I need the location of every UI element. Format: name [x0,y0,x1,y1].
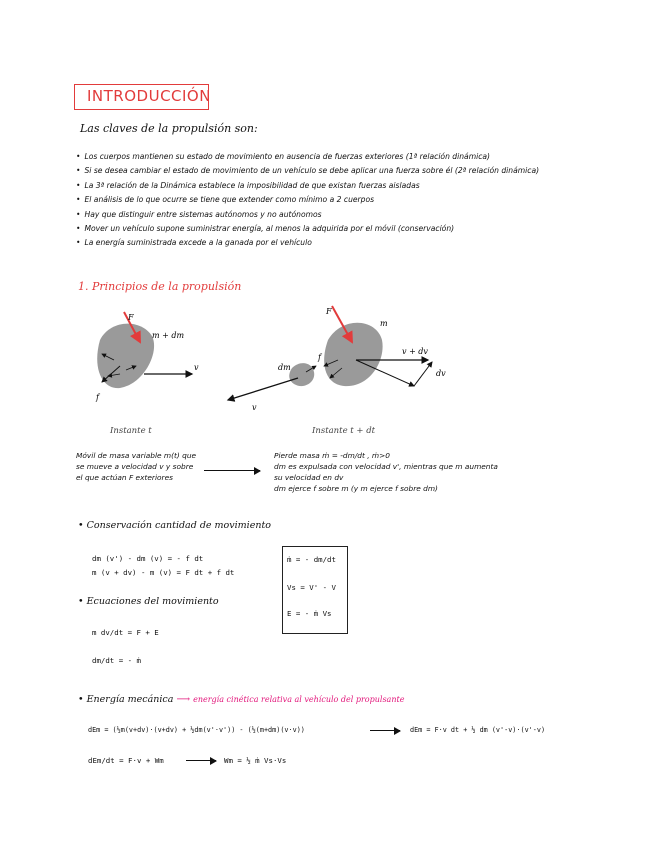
energy-note-arrow: ⟶ [176,694,191,705]
dm-particle [289,363,314,386]
energy-title-text: Energía mecánica [86,694,174,705]
bullet-item: • La energía suministrada excede a la ganada por el vehículo [76,236,616,250]
box-eq: E = - ṁ Vs [287,609,332,618]
velocity-label-left: v [194,363,199,372]
body-right [324,323,382,386]
energy-eq1-result: dEm = F·v dt + ½ dm (v'-v)·(v'-v) [410,726,546,734]
right-note-line: Pierde masa ṁ = -dm/dt , ṁ>0 [274,451,391,460]
left-to-right-arrow [204,470,260,471]
energy-eq1: dEm = (½m(v+dv)·(v+dv) + ½dm(v'·v')) - (½(m+dm)(v·v)) [88,726,305,734]
left-note-line: Móvil de masa variable m(t) que [76,451,197,460]
energy-eq2-result: Wm = ½ ṁ Vs·Vs [224,756,287,765]
left-note [76,450,196,483]
page-title: INTRODUCCIÓN [87,87,211,105]
ejected-velocity-arrow [228,378,298,400]
box-eq: ṁ = - dm/dt [287,555,336,564]
right-note-line: dm es expulsada con velocidad v', mientras que m aumenta [274,462,498,471]
caption-right: Instante t + dt [312,426,376,436]
bullet-item: • Los cuerpos mantienen su estado de movimiento en ausencia de fuerzas exteriores (1ª relación dinámica) [76,150,616,164]
motion-title-text: Ecuaciones del movimiento [86,596,219,607]
bullet-item: • El análisis de lo que ocurre se tiene que extender como mínimo a 2 cuerpos [76,193,616,207]
title-box [74,84,209,110]
propulsion-diagram [80,296,480,416]
dm-label: dm [278,363,291,372]
reaction-label-right: f [318,353,321,362]
energy-eq2: dEm/dt = F·v + Wm [88,756,164,765]
right-note-line: dm ejerce f sobre m (y m ejerce f sobre dm) [274,484,438,493]
bullet-item: • Mover un vehículo supone suministrar energía, al menos la adquirida por el móvil (conservación) [76,222,616,236]
bullet-item: • La 3ª relación de la Dinámica establece la imposibilidad de que existan fuerzas aisladas [76,179,616,193]
momentum-eq: dm (v') - dm (v) = - f dt [92,554,204,563]
energy-eq1-arrow [370,730,400,731]
motion-eq: m dv/dt = F + E [92,628,159,637]
energy-note: energía cinética relativa al vehículo del propulsante [193,695,405,704]
left-note-line: el que actúan F exteriores [76,473,173,482]
momentum-title: • Conservación cantidad de movimiento [78,520,272,531]
intro-line: Las claves de la propulsión son: [80,122,258,135]
bullet-item: • Hay que distinguir entre sistemas autónomos y no autónomos [76,208,616,222]
right-note [274,450,498,494]
caption-left: Instante t [110,426,152,436]
summary-box [282,546,348,634]
velocity-label-right: v + dv [402,347,428,356]
momentum-eq: m (v + dv) - m (v) = F dt + f dt [92,568,235,577]
mass-label-right: m [380,319,388,328]
left-note-line: se mueve a velocidad v y sobre [76,462,194,471]
motion-eq: dm/dt = - ṁ [92,656,141,665]
reaction-label-left: f [96,393,99,402]
energy-title: • Energía mecánica ⟶ energía cinética relativa al vehículo del propulsante [78,694,405,705]
section-title: 1. Principios de la propulsión [78,280,242,293]
force-label-right: F [326,307,332,316]
box-eq: Vs = V' - V [287,583,336,592]
bullet-item: • Si se desea cambiar el estado de movimiento de un vehículo se debe aplicar una fuerza sobre él (2ª relación dinámica) [76,164,616,178]
dv-label: dv [436,369,446,378]
energy-eq2-arrow [186,760,216,761]
ejected-velocity-label: v [252,403,257,412]
motion-title: • Ecuaciones del movimiento [78,596,219,607]
mass-label-left: m + dm [152,331,185,340]
bullet-list [76,150,616,251]
momentum-title-text: Conservación cantidad de movimiento [86,520,272,531]
right-note-line: su velocidad en dv [274,473,344,482]
force-label-left: F [128,313,134,322]
dv-arrow [414,362,432,386]
